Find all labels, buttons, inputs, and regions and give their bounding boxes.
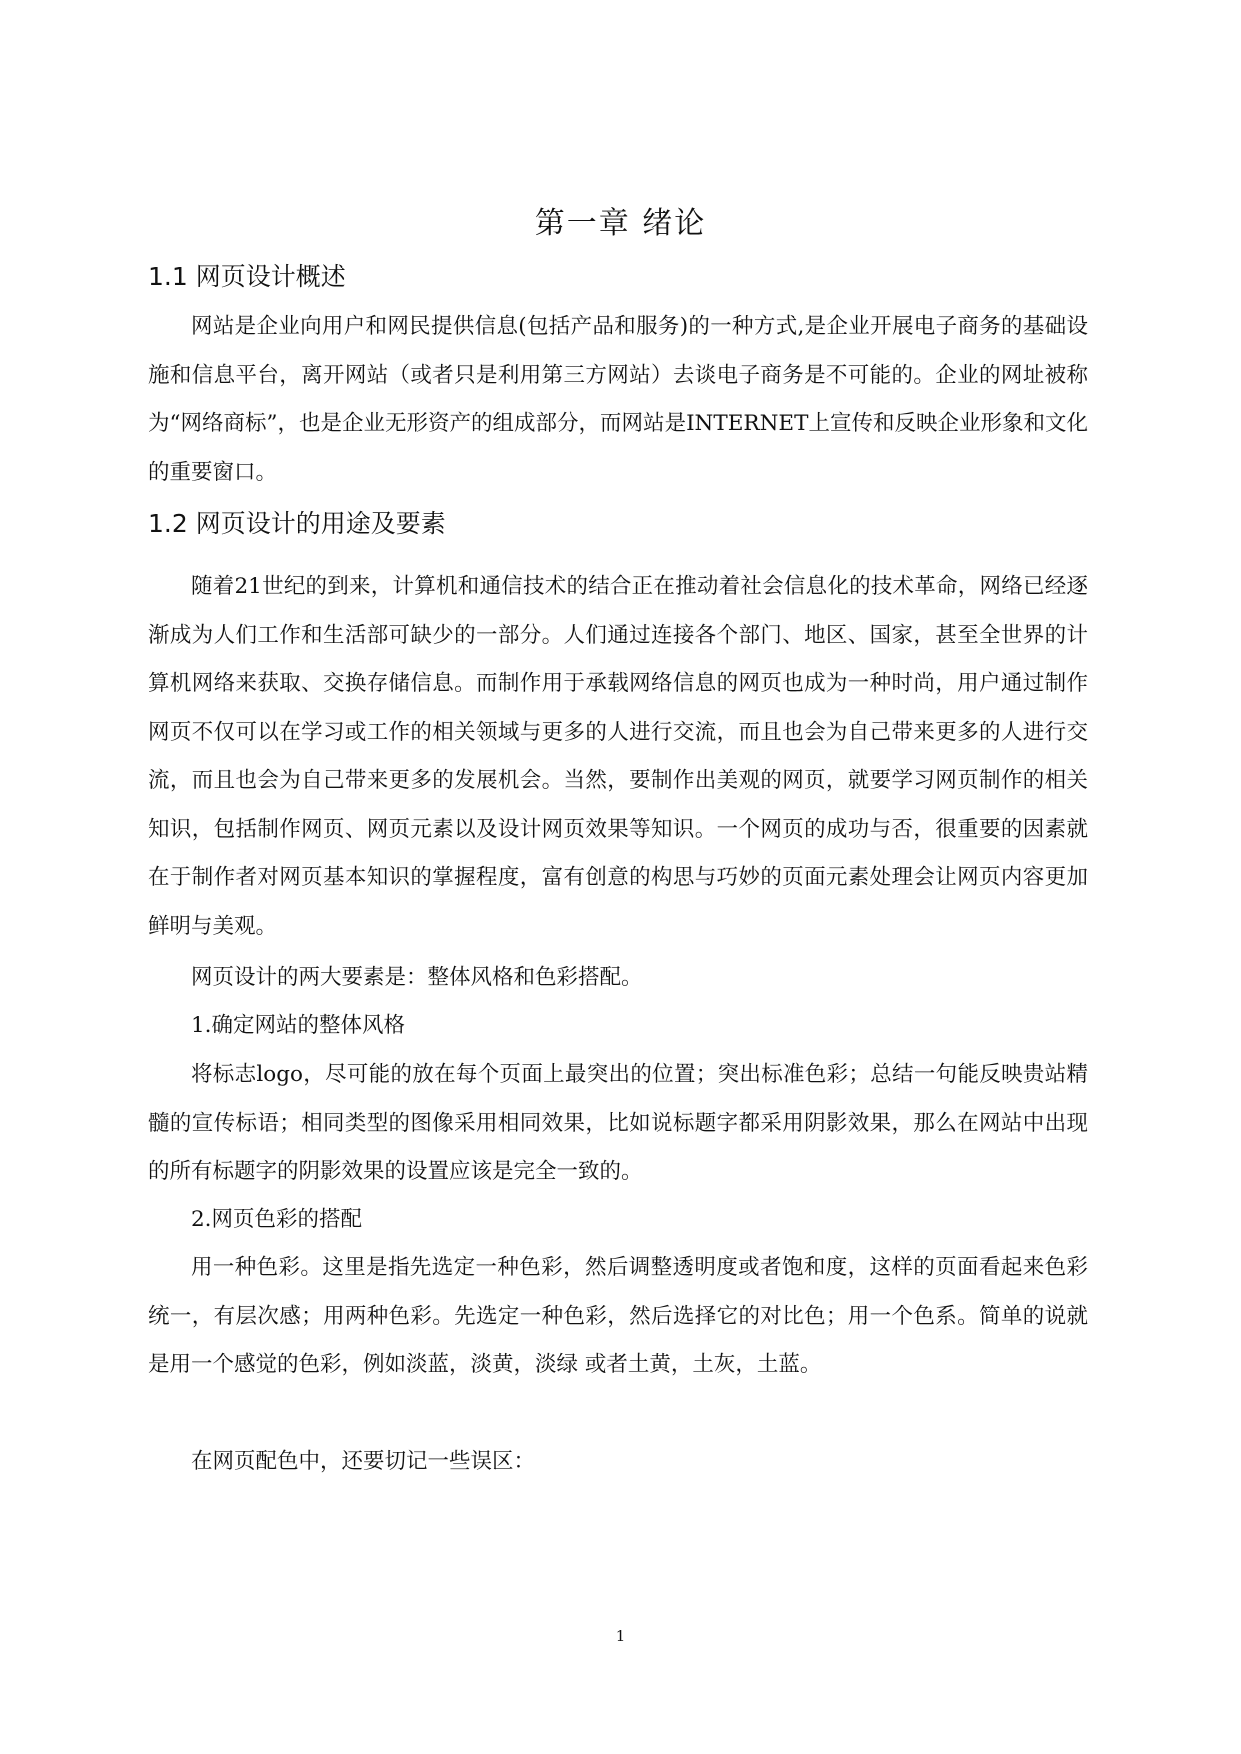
section-1-2-paragraph-2: 网页设计的两大要素是：整体风格和色彩搭配。 [191, 965, 643, 990]
page-number: 1 [615, 1627, 626, 1645]
section-1-2-paragraph-5: 在网页配色中，还要切记一些误区： [191, 1449, 536, 1474]
chapter-title: 第一章 绪论 [534, 206, 707, 241]
section-1-1-paragraph: 网站是企业向用户和网民提供信息(包括产品和服务)的一种方式,是企业开展电子商务的基础设施和信息平台，离开网站（或者只是利用第三方网站）去谈电子商务是不可能的。企业的网址被称为“网络商标”，也是企业无形资产的组成部分，而网站是INTERNET上宣传和反映企业形象和文化的重要窗口。 [148, 314, 1088, 485]
section-heading-1-1: 1.1 网页设计概述 [148, 262, 346, 291]
list-item-heading-1: 1.确定网站的整体风格 [191, 1013, 406, 1038]
section-1-2-paragraph-3: 将标志logo，尽可能的放在每个页面上最突出的位置；突出标准色彩；总结一句能反映贵站精髓的宣传标语；相同类型的图像采用相同效果，比如说标题字都采用阴影效果，那么在网站中出现的所有标题字的阴影效果的设置应该是完全一致的。 [148, 1062, 1088, 1184]
section-1-2-paragraph-1: 随着21世纪的到来，计算机和通信技术的结合正在推动着社会信息化的技术革命，网络已经逐渐成为人们工作和生活部可缺少的一部分。人们通过连接各个部门、地区、国家，甚至全世界的计算机网络来获取、交换存储信息。而制作用于承载网络信息的网页也成为一种时尚，用户通过制作网页不仅可以在学习或工作的相关领域与更多的人进行交流，而且也会为自己带来更多的人进行交流，而且也会为自己带来更多的发展机会。当然，要制作出美观的网页，就要学习网页制作的相关知识，包括制作网页、网页元素以及设计网页效果等知识。一个网页的成功与否，很重要的因素就在于制作者对网页基本知识的掌握程度，富有创意的构思与巧妙的页面元素处理会让网页内容更加鲜明与美观。 [148, 574, 1088, 939]
section-heading-1-2: 1.2 网页设计的用途及要素 [148, 509, 446, 538]
section-1-2-paragraph-4: 用一种色彩。这里是指先选定一种色彩，然后调整透明度或者饱和度，这样的页面看起来色彩统一，有层次感；用两种色彩。先选定一种色彩，然后选择它的对比色；用一个色系。简单的说就是用一个感觉的色彩，例如淡蓝，淡黄，淡绿 或者土黄，土灰，土蓝。 [148, 1255, 1088, 1377]
list-item-heading-2: 2.网页色彩的搭配 [191, 1207, 363, 1232]
